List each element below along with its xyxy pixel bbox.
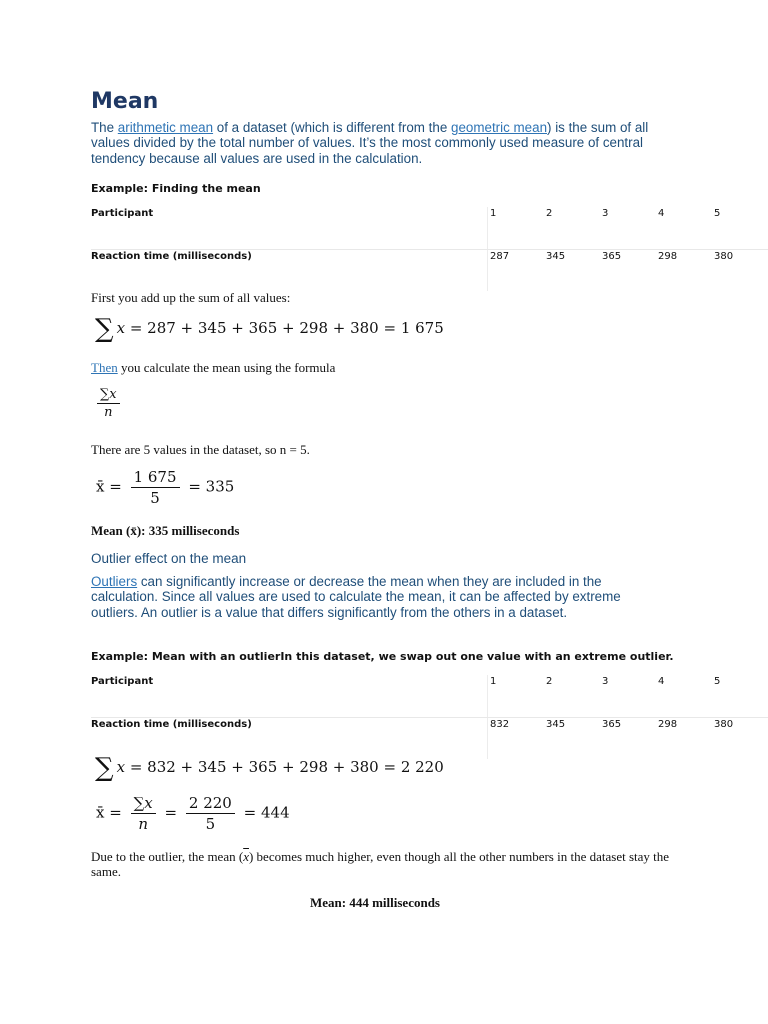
intro-post: ) is the sum of all values divided by the total number of values. It’s the most commonly used measure of central tendency because all values are used in the calculation. — [91, 120, 649, 166]
value-cell: 298 — [658, 251, 678, 262]
sum-expression: = 832 + 345 + 365 + 298 + 380 = 2 220 — [129, 758, 444, 776]
sum-equation-2 — [95, 753, 444, 783]
mean-equation-1 — [96, 468, 234, 507]
mean-lhs: x̄ = — [96, 477, 122, 496]
x-bar-symbol: $\overline{x}$ — [243, 849, 249, 864]
participant-cell: 1 — [490, 208, 497, 219]
mean-numerator — [131, 794, 156, 814]
mean-fraction-formula — [131, 794, 156, 833]
participant-header: Participant — [91, 676, 154, 687]
table-row — [91, 675, 768, 718]
value-cell: 380 — [714, 251, 734, 262]
sum-equation-1 — [95, 314, 444, 344]
value-cell: 365 — [602, 719, 622, 730]
value-cell: 298 — [658, 719, 678, 730]
mean-equals: = — [164, 803, 178, 822]
participant-cell: 5 — [714, 208, 721, 219]
count-text: There are 5 values in the dataset, so n = 5. — [91, 442, 310, 457]
formula-numerator — [97, 387, 120, 404]
mean-equation-2 — [96, 794, 290, 833]
formula-variable: x — [109, 387, 117, 402]
conclusion-post: ) becomes much higher, even though all the other numbers in the dataset stay the same. — [91, 849, 670, 879]
sigma-icon: ∑ — [95, 753, 114, 783]
participant-cell: 5 — [714, 676, 721, 687]
outlier-heading: Outlier effect on the mean — [91, 551, 247, 566]
mean-rhs: = 335 — [188, 477, 235, 496]
then-link[interactable]: Then — [91, 360, 118, 375]
outlier-text: can significantly increase or decrease the mean when they are included in the calculation. Since all values are used to calculate the mean, it can be affected by extreme outliers. An outlier is a value that differs significantly from the others in a dataset. — [91, 574, 621, 620]
mean-result-1: Mean (x̄): 335 milliseconds — [91, 523, 240, 538]
mean-rhs: = 444 — [243, 803, 290, 822]
mean-fraction — [131, 468, 180, 507]
sum-expression: = 287 + 345 + 365 + 298 + 380 = 1 675 — [129, 319, 444, 337]
participant-cell: 2 — [546, 208, 553, 219]
participant-cell: 3 — [602, 676, 609, 687]
example2-label: Example: Mean with an outlierIn this dataset, we swap out one value with an extreme outlier. — [91, 650, 674, 663]
mean-numerator: 2 220 — [186, 794, 235, 814]
intro-mid: of a dataset (which is different from the — [213, 120, 451, 135]
intro-pre: The — [91, 120, 118, 135]
table-row — [91, 207, 768, 250]
sigma-icon: ∑ — [100, 387, 110, 402]
sigma-icon: ∑ — [95, 314, 114, 344]
participant-cell: 1 — [490, 676, 497, 687]
mean-denominator: n — [138, 815, 148, 833]
then-line — [91, 360, 335, 376]
participant-cell: 4 — [658, 676, 665, 687]
step1-text: First you add up the sum of all values: — [91, 290, 291, 305]
geometric-mean-link[interactable]: geometric mean — [451, 120, 548, 135]
sigma-icon: ∑ — [133, 794, 145, 812]
conclusion-pre: Due to the outlier, the mean ( — [91, 849, 244, 864]
formula-variable: x — [144, 794, 153, 812]
outlier-paragraph — [91, 574, 671, 620]
then-text: you calculate the mean using the formula — [117, 360, 336, 375]
participant-cell: 2 — [546, 676, 553, 687]
intro-paragraph — [91, 120, 671, 166]
participant-header: Participant — [91, 208, 154, 219]
mean-numerator: 1 675 — [131, 468, 180, 488]
arithmetic-mean-link[interactable]: arithmetic mean — [117, 120, 214, 135]
participant-cell: 3 — [602, 208, 609, 219]
value-cell: 380 — [714, 719, 734, 730]
reaction-time-header: Reaction time (milliseconds) — [91, 251, 252, 262]
value-cell: 345 — [546, 251, 566, 262]
mean-lhs: x̄ = — [96, 803, 122, 822]
value-cell: 365 — [602, 251, 622, 262]
page-title: Mean — [91, 89, 159, 114]
example2-table — [91, 675, 768, 760]
mean-formula — [93, 387, 124, 420]
value-cell: 287 — [490, 251, 510, 262]
value-cell: 832 — [490, 719, 510, 730]
formula-denominator: n — [104, 405, 113, 420]
conclusion-text — [91, 849, 691, 879]
example1-label: Example: Finding the mean — [91, 182, 261, 195]
mean-denominator: 5 — [205, 815, 216, 833]
mean-fraction-values — [186, 794, 235, 833]
sum-variable: x — [116, 758, 126, 776]
sum-variable: x — [116, 319, 126, 337]
mean-denominator: 5 — [150, 489, 160, 507]
reaction-time-header: Reaction time (milliseconds) — [91, 719, 252, 730]
mean-result-2: Mean: 444 milliseconds — [310, 895, 440, 910]
table-row — [91, 250, 768, 292]
participant-cell: 4 — [658, 208, 665, 219]
formula-fraction — [97, 387, 120, 420]
outliers-link[interactable]: Outliers — [91, 574, 138, 589]
example1-table — [91, 207, 768, 292]
value-cell: 345 — [546, 719, 566, 730]
